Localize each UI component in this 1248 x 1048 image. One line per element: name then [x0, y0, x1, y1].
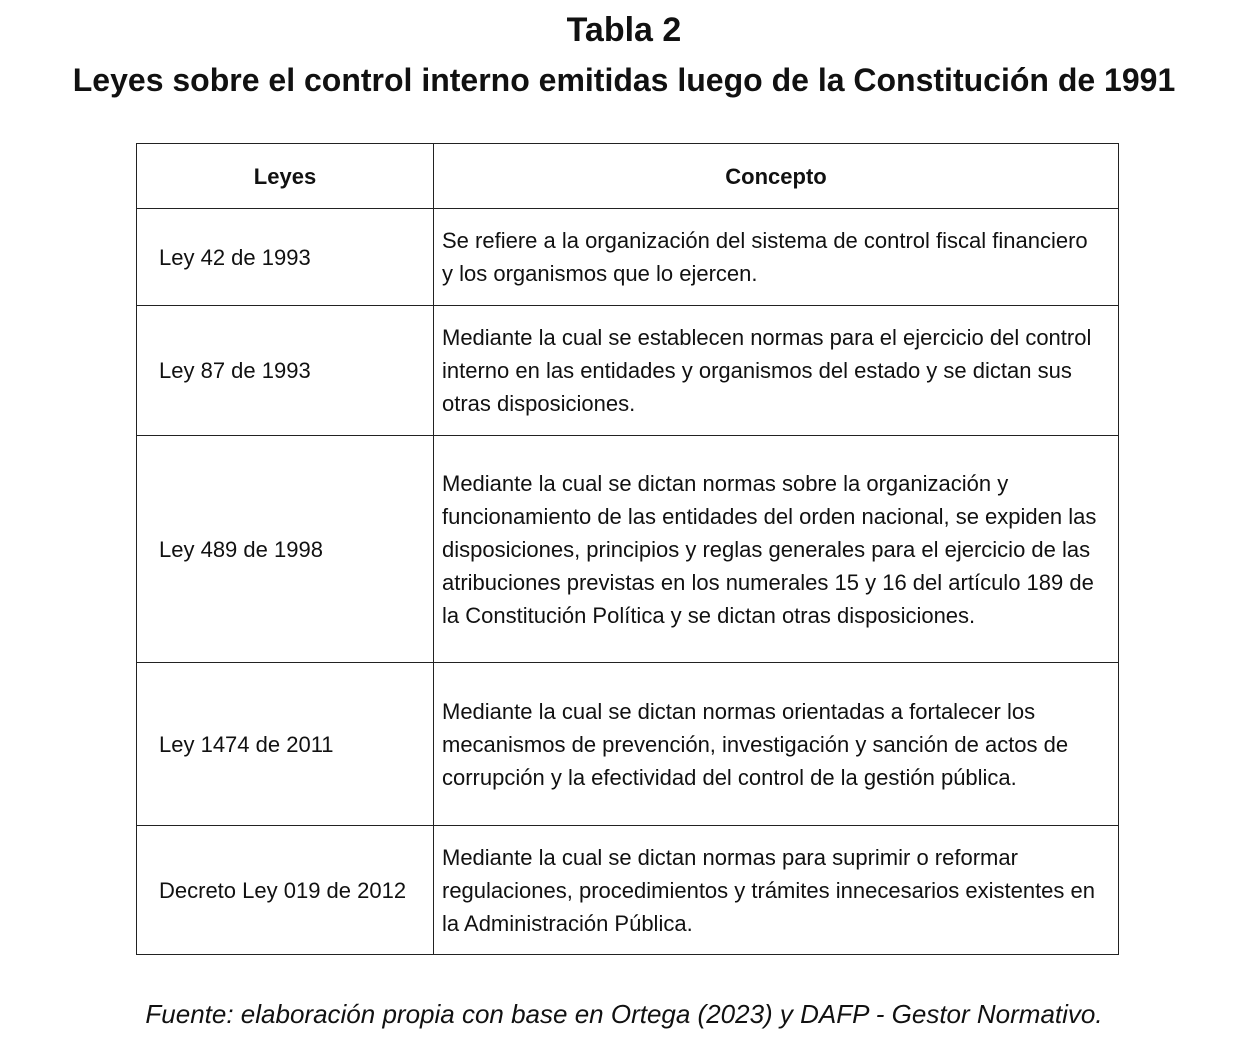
law-cell: Ley 489 de 1998 — [137, 436, 434, 663]
concept-cell: Se refiere a la organización del sistema de control fiscal financiero y los organismos que lo ejercen. — [434, 209, 1119, 306]
table-title: Leyes sobre el control interno emitidas luego de la Constitución de 1991 — [72, 62, 1176, 98]
law-cell: Ley 1474 de 2011 — [137, 663, 434, 826]
table-number: Tabla 2 — [566, 11, 682, 49]
law-cell: Decreto Ley 019 de 2012 — [137, 826, 434, 955]
table-header-row — [137, 144, 1119, 209]
concept-cell: Mediante la cual se dictan normas orientadas a fortalecer los mecanismos de prevención, investigación y sanción de actos de corrupción y la efectividad del control de la gestión pública. — [434, 663, 1119, 826]
law-cell: Ley 87 de 1993 — [137, 306, 434, 436]
table-row — [137, 663, 1119, 826]
column-header-leyes: Leyes — [137, 144, 434, 209]
laws-table — [136, 143, 1119, 955]
table-row — [137, 826, 1119, 955]
law-cell: Ley 42 de 1993 — [137, 209, 434, 306]
table-row — [137, 306, 1119, 436]
concept-cell: Mediante la cual se dictan normas para suprimir o reformar regulaciones, procedimientos y trámites innecesarios existentes en la Administración Pública. — [434, 826, 1119, 955]
source-note: Fuente: elaboración propia con base en Ortega (2023) y DAFP - Gestor Normativo. — [145, 999, 1103, 1029]
column-header-concepto: Concepto — [434, 144, 1119, 209]
table-row — [137, 209, 1119, 306]
table-row — [137, 436, 1119, 663]
concept-cell: Mediante la cual se dictan normas sobre la organización y funcionamiento de las entidades del orden nacional, se expiden las disposiciones, principios y reglas generales para el ejercicio de las atribuciones previstas en los numerales 15 y 16 del artículo 189 de la Constitución Política y se dictan otras disposiciones. — [434, 436, 1119, 663]
concept-cell: Mediante la cual se establecen normas para el ejercicio del control interno en las entidades y organismos del estado y se dictan sus otras disposiciones. — [434, 306, 1119, 436]
